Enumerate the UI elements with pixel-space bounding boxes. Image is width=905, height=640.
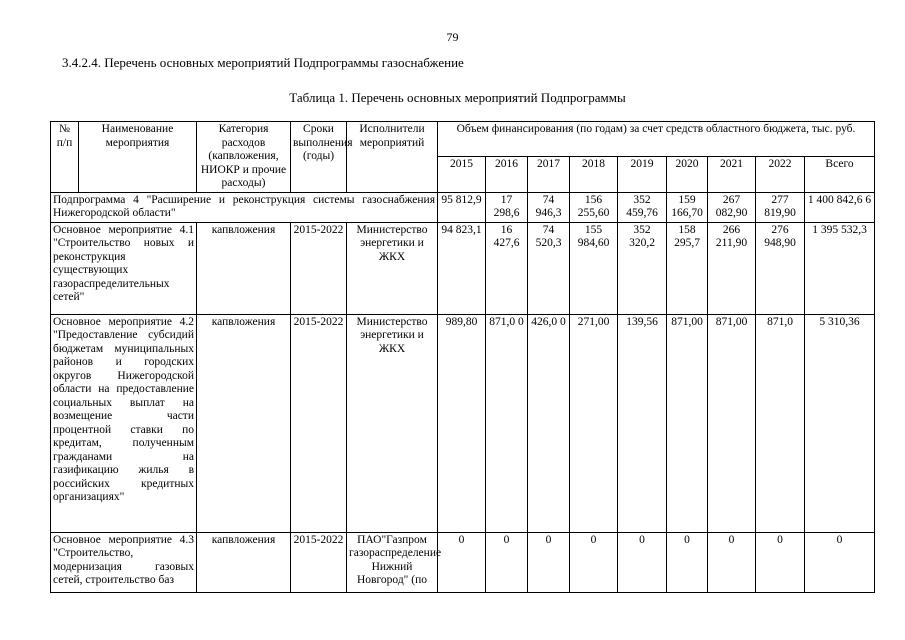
activity-value: 0 xyxy=(805,532,875,592)
activity-value: 0 xyxy=(708,532,756,592)
activity-value: 352 320,2 xyxy=(618,222,667,314)
header-executors: Исполнители мероприятий xyxy=(347,122,438,193)
activity-value: 871,0 0 xyxy=(486,314,528,532)
subprogram-value: 267 082,90 xyxy=(708,192,756,222)
activity-value: 266 211,90 xyxy=(708,222,756,314)
page-number: 79 xyxy=(446,30,459,44)
activity-value: 989,80 xyxy=(438,314,486,532)
activity-value: 0 xyxy=(667,532,708,592)
subprogram-value: 95 812,9 xyxy=(438,192,486,222)
activity-value: 74 520,3 xyxy=(528,222,570,314)
activity-value: 139,56 xyxy=(618,314,667,532)
year-header: 2022 xyxy=(756,157,805,192)
activity-value: 271,00 xyxy=(570,314,618,532)
header-terms: Сроки выполнения (годы) xyxy=(291,122,347,193)
activity-value: 158 295,7 xyxy=(667,222,708,314)
subprogram-value: 17 298,6 xyxy=(486,192,528,222)
table-caption: Таблица 1. Перечень основных мероприятий Подпрограммы xyxy=(289,90,626,105)
activity-value: 0 xyxy=(618,532,667,592)
header-name: Наименование мероприятия xyxy=(79,122,197,193)
year-header: 2021 xyxy=(708,157,756,192)
table-row xyxy=(51,222,875,314)
activity-executor: Министерство энергетики и ЖКХ xyxy=(347,314,438,532)
year-header: 2019 xyxy=(618,157,667,192)
activity-name: Основное мероприятие 4.1 "Строительство новых и реконструкция существующих газораспределительных сетей" xyxy=(51,222,197,314)
activity-value: 0 xyxy=(756,532,805,592)
subprogram-value: 74 946,3 xyxy=(528,192,570,222)
activity-value: 0 xyxy=(486,532,528,592)
header-funding: Объем финансирования (по годам) за счет средств областного бюджета, тыс. руб. xyxy=(438,122,875,157)
activity-value: 5 310,36 xyxy=(805,314,875,532)
year-header: Всего xyxy=(805,157,875,192)
section-heading: 3.4.2.4. Перечень основных мероприятий Подпрограммы газоснабжение xyxy=(62,55,464,70)
year-header: 2015 xyxy=(438,157,486,192)
activities-table xyxy=(50,121,875,593)
activity-executor: ПАО"Газпром газораспределение Нижний Новгород" (по xyxy=(347,532,438,592)
activity-value: 16 427,6 xyxy=(486,222,528,314)
activity-value: 871,00 xyxy=(708,314,756,532)
subprogram-title: Подпрограмма 4 "Расширение и реконструкция системы газоснабжения Нижегородской области" xyxy=(51,192,438,222)
activity-terms: 2015-2022 xyxy=(291,222,347,314)
year-header: 2016 xyxy=(486,157,528,192)
subprogram-value: 352 459,76 xyxy=(618,192,667,222)
year-header: 2018 xyxy=(570,157,618,192)
activity-value: 155 984,60 xyxy=(570,222,618,314)
activity-terms: 2015-2022 xyxy=(291,532,347,592)
year-header: 2017 xyxy=(528,157,570,192)
activity-value: 276 948,90 xyxy=(756,222,805,314)
activity-executor: Министерство энергетики и ЖКХ xyxy=(347,222,438,314)
activity-value: 871,0 xyxy=(756,314,805,532)
activity-category: капвложения xyxy=(197,314,291,532)
activity-value: 0 xyxy=(438,532,486,592)
subprogram-value: 1 400 842,6 6 xyxy=(805,192,875,222)
table-header-row xyxy=(51,122,875,157)
subprogram-row xyxy=(51,192,875,222)
table-row xyxy=(51,314,875,532)
table-row xyxy=(51,532,875,592)
activity-value: 94 823,1 xyxy=(438,222,486,314)
activity-name: Основное мероприятие 4.2 "Предоставление субсидий бюджетам муниципальных районов и городских округов Нижегородской области на предоставление социальных выплат на возмещение части процентной ставки по кредитам, полученным гражданами на газификацию жилья в российских кредитных организациях" xyxy=(51,314,197,532)
activity-name: Основное мероприятие 4.3 "Строительство, модернизация газовых сетей, строительство баз xyxy=(51,532,197,592)
subprogram-value: 277 819,90 xyxy=(756,192,805,222)
activity-value: 871,00 xyxy=(667,314,708,532)
header-num: № п/п xyxy=(51,122,79,193)
activity-value: 0 xyxy=(528,532,570,592)
activity-category: капвложения xyxy=(197,532,291,592)
activity-value: 0 xyxy=(570,532,618,592)
activity-category: капвложения xyxy=(197,222,291,314)
year-header: 2020 xyxy=(667,157,708,192)
activity-value: 426,0 0 xyxy=(528,314,570,532)
activity-value: 1 395 532,3 xyxy=(805,222,875,314)
activity-terms: 2015-2022 xyxy=(291,314,347,532)
header-category: Категория расходов (капвложения, НИОКР и прочие расходы) xyxy=(197,122,291,193)
subprogram-value: 159 166,70 xyxy=(667,192,708,222)
subprogram-value: 156 255,60 xyxy=(570,192,618,222)
